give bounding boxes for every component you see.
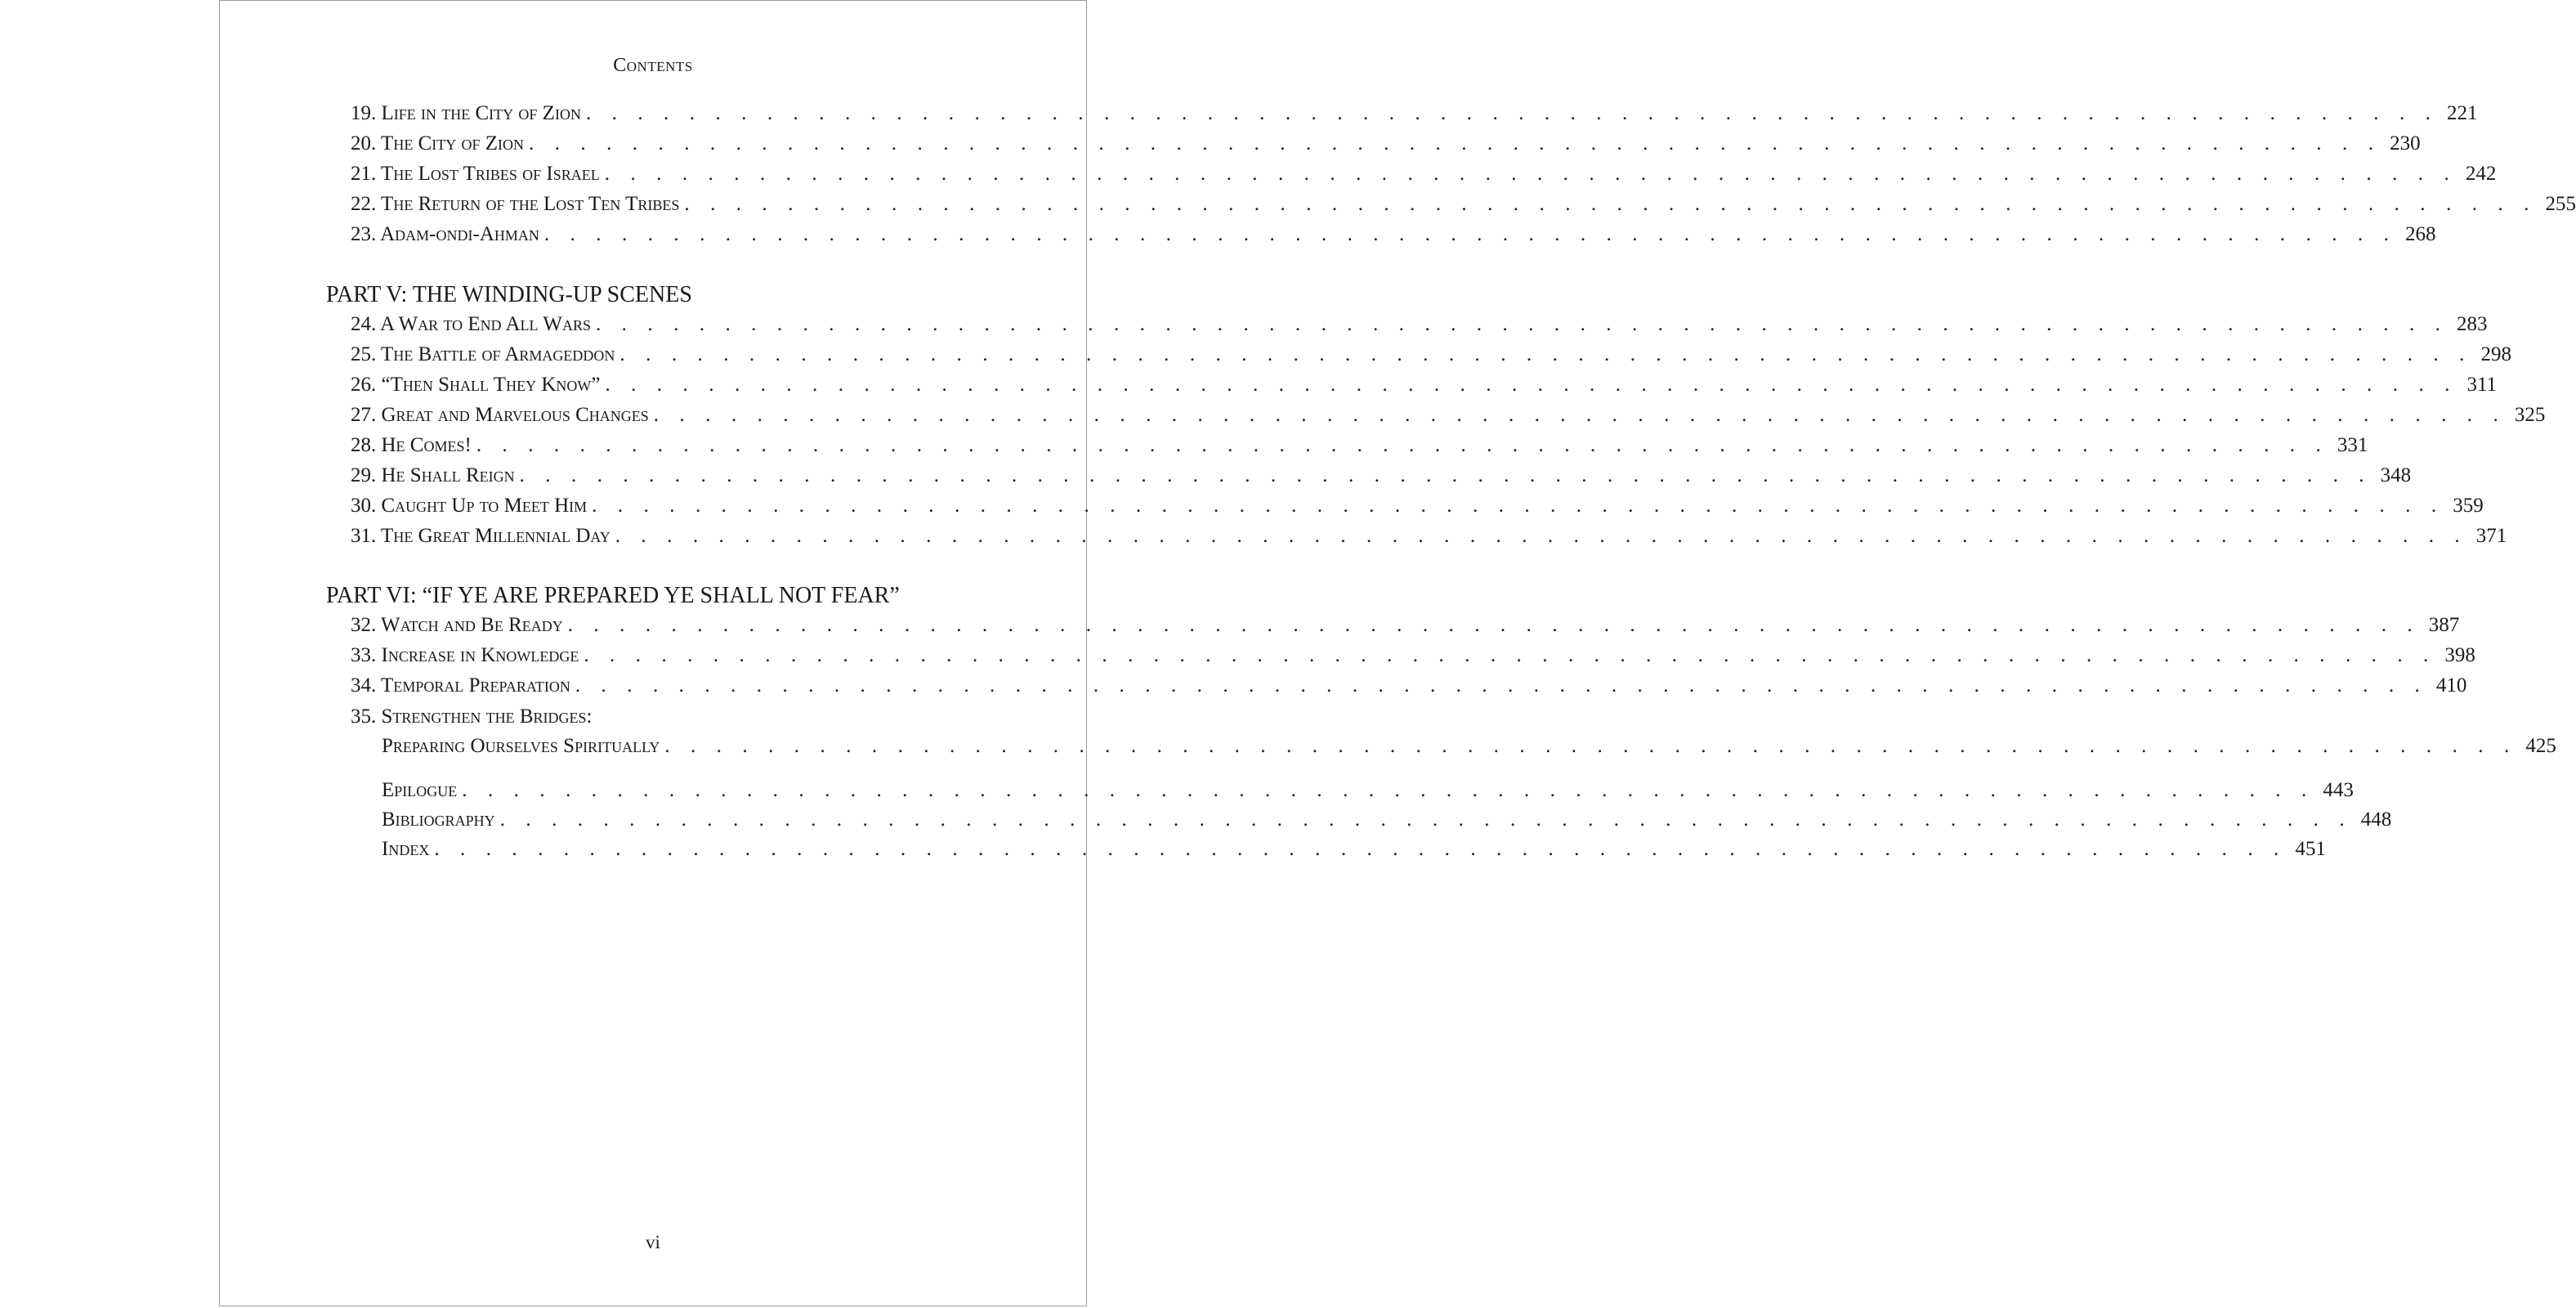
toc-entry [351, 313, 2488, 339]
toc-leader-dots: . . . . . . . . . . . . . . . . . . . . . . . . . . . . . . . . . . . . . . . . . . . . . . . . . . . . . . . . . . . . . . . . . . . . . . . . [543, 223, 2397, 245]
toc-entry-page: 298 [2480, 343, 2511, 365]
toc-leader-dots: . . . . . . . . . . . . . . . . . . . . . . . . . . . . . . . . . . . . . . . . . . . . . . . . . . . . . . . . . . . . . . . . . . . . . . . . [529, 132, 2381, 155]
toc-entry [351, 132, 2421, 159]
toc-entry-title: 28. He Comes! [351, 434, 472, 456]
toc-leader-dots: . . . . . . . . . . . . . . . . . . . . . . . . . . . . . . . . . . . . . . . . . . . . . . . . . . . . . . . . . . . . . . . . . . . . . . . . [653, 404, 2507, 426]
toc-entry-page: 348 [2380, 464, 2412, 486]
toc-leader-dots: . . . . . . . . . . . . . . . . . . . . . . . . . . . . . . . . . . . . . . . . . . . . . . . . . . . . . . . . . . . . . . . . . . . . . . . . [619, 343, 2472, 365]
toc-entry [351, 614, 2460, 640]
toc-entry [382, 779, 2354, 805]
running-head: Contents [613, 55, 693, 76]
toc-entry-page: 255 [2545, 193, 2576, 215]
toc-entry-title: 20. The City of Zion [351, 132, 524, 155]
toc-entry [351, 464, 2412, 490]
toc-entry-page: 325 [2514, 404, 2546, 426]
toc-leader-dots: . . . . . . . . . . . . . . . . . . . . . . . . . . . . . . . . . . . . . . . . . . . . . . . . . . . . . . . . . . . . . . . . . . . . . . . . [499, 809, 2353, 831]
table-of-contents [220, 1, 2576, 1306]
toc-entry-title: 32. Watch and Be Ready [351, 614, 563, 636]
toc-leader-dots: . . . . . . . . . . . . . . . . . . . . . . . . . . . . . . . . . . . . . . . . . . . . . . . . . . . . . . . . . . . . . . . . . . . . . . . . [434, 838, 2287, 860]
toc-entry-title-line1: 35. Strengthen the Bridges: [351, 706, 593, 728]
toc-entry [351, 404, 2546, 430]
page-number: vi [646, 1232, 660, 1252]
toc-leader-dots: . . . . . . . . . . . . . . . . . . . . . . . . . . . . . . . . . . . . . . . . . . . . . . . . . . . . . . . . . . . . . . . . . . . . . . . . [605, 374, 2458, 396]
toc-leader-dots: . . . . . . . . . . . . . . . . . . . . . . . . . . . . . . . . . . . . . . . . . . . . . . . . . . . . . . . . . . . . . . . . . . . . . . . . [592, 495, 2444, 517]
toc-entry [351, 525, 2507, 551]
toc-entry [351, 163, 2497, 189]
toc-entry-title: 27. Great and Marvelous Changes [351, 404, 649, 426]
toc-entry-title: 26. “Then Shall They Know” [351, 374, 601, 396]
toc-entry-title: 34. Temporal Preparation [351, 674, 570, 697]
toc-entry-title: Preparing Ourselves Spiritually [382, 735, 660, 757]
toc-entry-title: 22. The Return of the Lost Ten Tribes [351, 193, 680, 215]
toc-entry-page: 221 [2447, 102, 2478, 124]
toc-leader-dots: . . . . . . . . . . . . . . . . . . . . . . . . . . . . . . . . . . . . . . . . . . . . . . . . . . . . . . . . . . . . . . . . . . . . . . . . [585, 102, 2439, 124]
toc-entry-page: 443 [2323, 779, 2354, 801]
toc-entry [351, 102, 2478, 128]
part-heading: PART V: THE WINDING-UP SCENES [326, 282, 692, 307]
toc-entry-page: 230 [2390, 132, 2421, 155]
toc-entry [351, 644, 2475, 670]
toc-entry-title: Epilogue [382, 779, 458, 801]
toc-entry-page: 242 [2465, 163, 2497, 185]
toc-entry-page: 311 [2466, 374, 2498, 396]
toc-entry-title: 23. Adam-ondi-Ahman [351, 223, 539, 245]
toc-leader-dots: . . . . . . . . . . . . . . . . . . . . . . . . . . . . . . . . . . . . . . . . . . . . . . . . . . . . . . . . . . . . . . . . . . . . . . . . [584, 644, 2436, 666]
toc-entry [351, 495, 2484, 521]
toc-leader-dots: . . . . . . . . . . . . . . . . . . . . . . . . . . . . . . . . . . . . . . . . . . . . . . . . . . . . . . . . . . . . . . . . . . . . . . . . [462, 779, 2314, 801]
toc-entry [351, 434, 2368, 460]
toc-entry-title: 19. Life in the City of Zion [351, 102, 581, 124]
toc-entry-page: 448 [2360, 809, 2392, 831]
toc-entry-title: 31. The Great Millennial Day [351, 525, 610, 547]
toc-entry-page: 451 [2295, 838, 2326, 860]
toc-entry-page: 398 [2444, 644, 2475, 666]
toc-entry-page: 268 [2404, 223, 2436, 245]
toc-leader-dots: . . . . . . . . . . . . . . . . . . . . . . . . . . . . . . . . . . . . . . . . . . . . . . . . . . . . . . . . . . . . . . . . . . . . . . . . [604, 163, 2457, 185]
toc-leader-dots: . . . . . . . . . . . . . . . . . . . . . . . . . . . . . . . . . . . . . . . . . . . . . . . . . . . . . . . . . . . . . . . . . . . . . . . . [684, 193, 2537, 215]
toc-leader-dots: . . . . . . . . . . . . . . . . . . . . . . . . . . . . . . . . . . . . . . . . . . . . . . . . . . . . . . . . . . . . . . . . . . . . . . . . [615, 525, 2468, 547]
toc-leader-dots: . . . . . . . . . . . . . . . . . . . . . . . . . . . . . . . . . . . . . . . . . . . . . . . . . . . . . . . . . . . . . . . . . . . . . . . . [575, 674, 2428, 697]
toc-entry [351, 193, 2576, 219]
toc-entry [382, 809, 2392, 835]
toc-entry-page: 283 [2457, 313, 2488, 335]
book-page [219, 0, 2576, 1306]
toc-leader-dots: . . . . . . . . . . . . . . . . . . . . . . . . . . . . . . . . . . . . . . . . . . . . . . . . . . . . . . . . . . . . . . . . . . . . . . . . [476, 434, 2329, 456]
toc-leader-dots: . . . . . . . . . . . . . . . . . . . . . . . . . . . . . . . . . . . . . . . . . . . . . . . . . . . . . . . . . . . . . . . . . . . . . . . . [595, 313, 2449, 335]
toc-entry [351, 343, 2511, 370]
toc-entry-title: 29. He Shall Reign [351, 464, 515, 486]
toc-entry-title: 33. Increase in Knowledge [351, 644, 579, 666]
toc-leader-dots: . . . . . . . . . . . . . . . . . . . . . . . . . . . . . . . . . . . . . . . . . . . . . . . . . . . . . . . . . . . . . . . . . . . . . . . . [519, 464, 2373, 486]
toc-entry [351, 674, 2467, 701]
toc-entry-title: 25. The Battle of Armageddon [351, 343, 615, 365]
toc-entry-title: 30. Caught Up to Meet Him [351, 495, 588, 517]
toc-entry-page: 359 [2453, 495, 2484, 517]
toc-leader-dots: . . . . . . . . . . . . . . . . . . . . . . . . . . . . . . . . . . . . . . . . . . . . . . . . . . . . . . . . . . . . . . . . . . . . . . . . [567, 614, 2421, 636]
toc-entry-title: 21. The Lost Tribes of Israel [351, 163, 600, 185]
toc-leader-dots: . . . . . . . . . . . . . . . . . . . . . . . . . . . . . . . . . . . . . . . . . . . . . . . . . . . . . . . . . . . . . . . . . . . . . . . . [664, 735, 2517, 757]
toc-entry-page: 387 [2428, 614, 2460, 636]
toc-entry-page: 331 [2337, 434, 2368, 456]
toc-entry-page: 371 [2475, 525, 2507, 547]
toc-entry-title: Bibliography [382, 809, 495, 831]
toc-entry-page: 425 [2525, 735, 2556, 757]
toc-entry-title: Index [382, 838, 430, 860]
toc-entry [351, 223, 2436, 249]
toc-entry-page: 410 [2435, 674, 2467, 697]
toc-entry [351, 374, 2498, 400]
toc-entry-title: 24. A War to End All Wars [351, 313, 591, 335]
toc-entry [382, 735, 2556, 761]
part-heading: PART VI: “IF YE ARE PREPARED YE SHALL NOT FEAR” [326, 583, 900, 608]
toc-entry [382, 838, 2326, 864]
